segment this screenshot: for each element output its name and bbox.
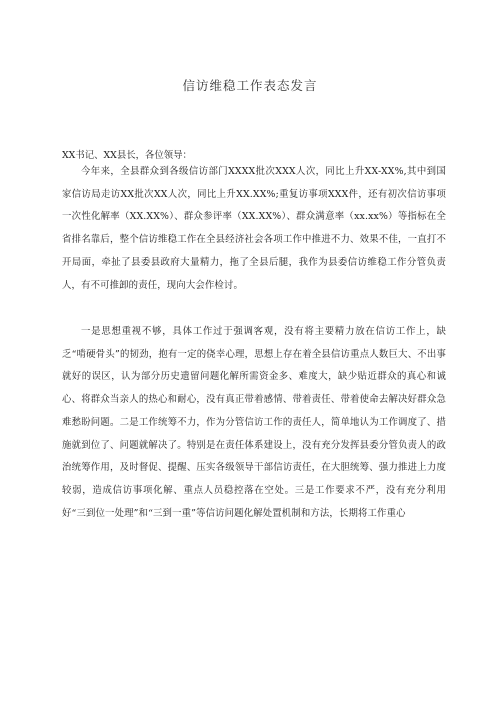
paragraph-2: 一是思想重视不够，具体工作过于强调客观，没有将主要精力放在信访工作上，缺乏“啃硬骨头”的韧劲，抱有一定的侥幸心理，思想上存在着全县信访重点人数巨大、不出事就好的误区，认为部分历史遗留问题化解所需资金多、难度大，缺少贴近群众的真心和诚心、将群众当亲人的热心和耐心，没有真正带着感情、带着责任、带着使命去解决好群众急难愁盼问题。二是工作统筹不力，作为分管信访工作的责任人，简单地认为工作调度了、措施就到位了、问题就解决了。特别是在责任体系建设上，没有充分发挥县委分管负责人的政治统筹作用，及时督促、提醒、压实各级领导干部信访责任，在大胆统筹、强力推进上力度较弱，造成信访事项化解、重点人员稳控落在空处。三是工作要求不严，没有充分利用好“三到位一处理”和“三到一重”等信访问题化解处置机制和方法，长期将工作重心 [62,326,446,519]
document-title: 信访维稳工作表态发言 [182,78,318,93]
paragraph-1: 今年来，全县群众到各级信访部门XXXX批次XXX人次，同比上升XX-XX%,其中到国家信访局走访XX批次XX人次，同比上升XX.XX%;重复访事项XXX件，还有初次信访事项一次性化解率（XX.XX%）、群众参评率（XX.XX%）、群众满意率（xx.xx%）等指标在全省排名靠后，整个信访维稳工作在全县经济社会各项工作中推进不力、效果不佳，一直打不开局面，牵扯了县委县政府大量精力，拖了全县后腿，我作为县委信访维稳工作分管负责人，有不可推卸的责任，现向大会作检讨。 [62,166,446,291]
salutation: XX书记、XX县长，各位领导： [62,150,192,161]
